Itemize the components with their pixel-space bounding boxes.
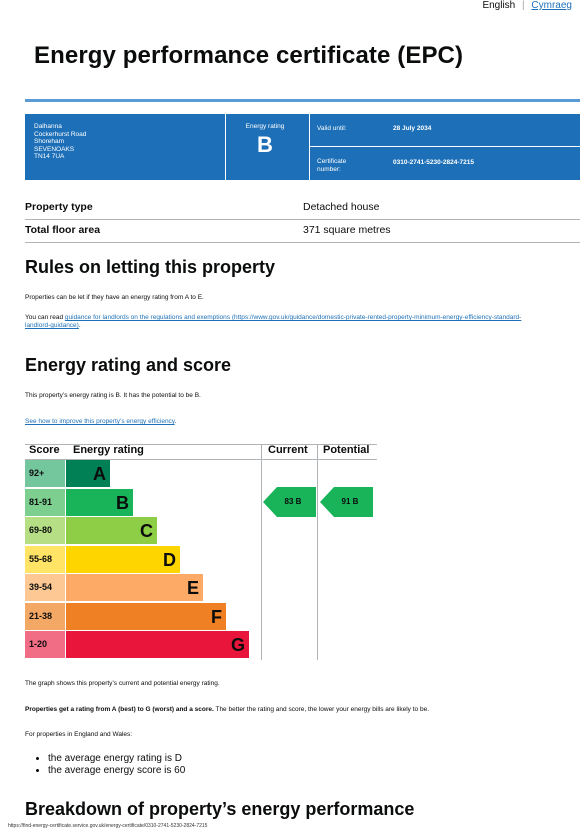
band-score-g: 1-20 [25, 631, 65, 658]
improve-suffix: . [174, 418, 177, 425]
landlord-guidance-paragraph [25, 314, 565, 330]
ratings-note-rest: The better the rating and score, the lower your energy bills are likely to be. [213, 706, 429, 713]
guidance-prefix: You can read [25, 314, 65, 321]
property-type-value: Detached house [303, 201, 380, 213]
address-line: Shoreham [34, 138, 64, 145]
ratings-note-bold: Properties get a rating from A (best) to G (worst) and a score. [25, 706, 214, 713]
improve-efficiency-link[interactable]: See how to improve this property’s energy efficiency [25, 418, 175, 425]
energy-rating-label: Energy rating [245, 123, 285, 130]
banner-divider [225, 114, 226, 180]
guidance-suffix: . [78, 322, 81, 329]
language-separator: | [522, 0, 525, 11]
address-line: Dalhanna [34, 123, 62, 130]
floor-area-label: Total floor area [25, 224, 101, 236]
address-line: SEVENOAKS [34, 145, 75, 153]
current-rating-arrow-label: 83 B [284, 496, 302, 506]
band-letter: B [116, 492, 129, 513]
band-letter: G [230, 635, 245, 655]
page-title: Energy performance certificate (EPC) [34, 42, 464, 69]
certificate-number-value: 0310-2741-5230-2824-7215 [393, 159, 474, 166]
ratings-note [25, 706, 429, 714]
potential-rating-arrow [320, 487, 373, 517]
band-score-c: 69-80 [25, 517, 65, 544]
property-address [34, 123, 86, 161]
list-item: • the average energy rating is D [48, 753, 185, 765]
chart-column-divider [317, 444, 318, 660]
floor-area-value: 371 square metres [303, 224, 391, 236]
address-line: Cockerhurst Road [34, 130, 87, 138]
address-line: TN14 7UA [34, 153, 65, 160]
valid-until-value: 28 July 2034 [393, 125, 432, 132]
letting-rules-text: Properties can be let if they have an energy rating from A to E. [25, 294, 204, 301]
band-score-e: 39-54 [25, 574, 65, 601]
band-bar-c [66, 517, 157, 544]
language-welsh-link[interactable]: Cymraeg [531, 0, 572, 11]
language-switcher [482, 0, 572, 11]
england-wales-text: For properties in England and Wales: [25, 731, 133, 738]
potential-rating-arrow-label: 91 B [341, 496, 359, 506]
band-bar-f [66, 603, 226, 630]
band-letter: C [140, 521, 153, 541]
floor-area-row [25, 219, 580, 243]
rating-column-header: Energy rating [73, 444, 144, 456]
chart-column-divider [261, 444, 262, 660]
landlord-guidance-link[interactable] [25, 314, 521, 329]
current-column-header: Current [268, 444, 308, 456]
energy-rating-summary: This property’s energy rating is B. It has the potential to be B. [25, 392, 201, 399]
valid-until-label: Valid until: [317, 125, 347, 132]
footer-url: https://find-energy-certificate.service.gov.uk/energy-certificate/0310-2741-5230-2824-7215 [8, 823, 208, 829]
band-bar-e [66, 574, 203, 601]
certificate-label-line: Certificate [317, 158, 347, 165]
certificate-label-line: number: [317, 166, 341, 173]
band-score-b: 81-91 [25, 489, 65, 516]
current-rating-arrow [263, 487, 316, 517]
band-letter: D [163, 549, 176, 570]
improve-paragraph [25, 418, 176, 426]
breakdown-heading: Breakdown of property’s energy performance [25, 799, 415, 819]
banner-divider [309, 114, 310, 180]
band-bar-d [66, 546, 180, 573]
band-score-d: 55-68 [25, 546, 65, 573]
energy-rating-letter: B [257, 132, 273, 157]
band-score-a: 92+ [25, 460, 65, 487]
score-column-header: Score [29, 444, 60, 456]
certificate-summary-banner [25, 114, 580, 180]
banner-row-divider [309, 146, 580, 147]
band-letter: A [93, 464, 106, 484]
letting-rules-heading: Rules on letting this property [25, 257, 276, 277]
property-type-label: Property type [25, 201, 93, 213]
band-bar-g [66, 631, 249, 658]
guidance-link-line: landlord-guidance) [25, 322, 79, 329]
language-english: English [482, 0, 516, 11]
band-bar-a [66, 460, 110, 487]
potential-column-header: Potential [323, 444, 370, 456]
band-letter: F [211, 606, 222, 627]
property-type-row [25, 196, 580, 220]
band-score-f: 21-38 [25, 603, 65, 630]
title-divider [25, 99, 580, 102]
list-item: • the average energy score is 60 [48, 765, 185, 777]
certificate-number-label [317, 158, 346, 174]
graph-caption: The graph shows this property’s current and potential energy rating. [25, 680, 220, 687]
energy-rating-heading: Energy rating and score [25, 355, 232, 375]
band-letter: E [186, 578, 199, 598]
guidance-link-line: guidance for landlords on the regulations and exemptions (https://www.gov.uk/guidance/domestic-private-rented-property-minimum-energy-efficiency-standard- [64, 314, 522, 321]
band-bar-b [66, 489, 133, 516]
energy-rating-chart [25, 444, 377, 660]
averages-list [34, 753, 185, 777]
